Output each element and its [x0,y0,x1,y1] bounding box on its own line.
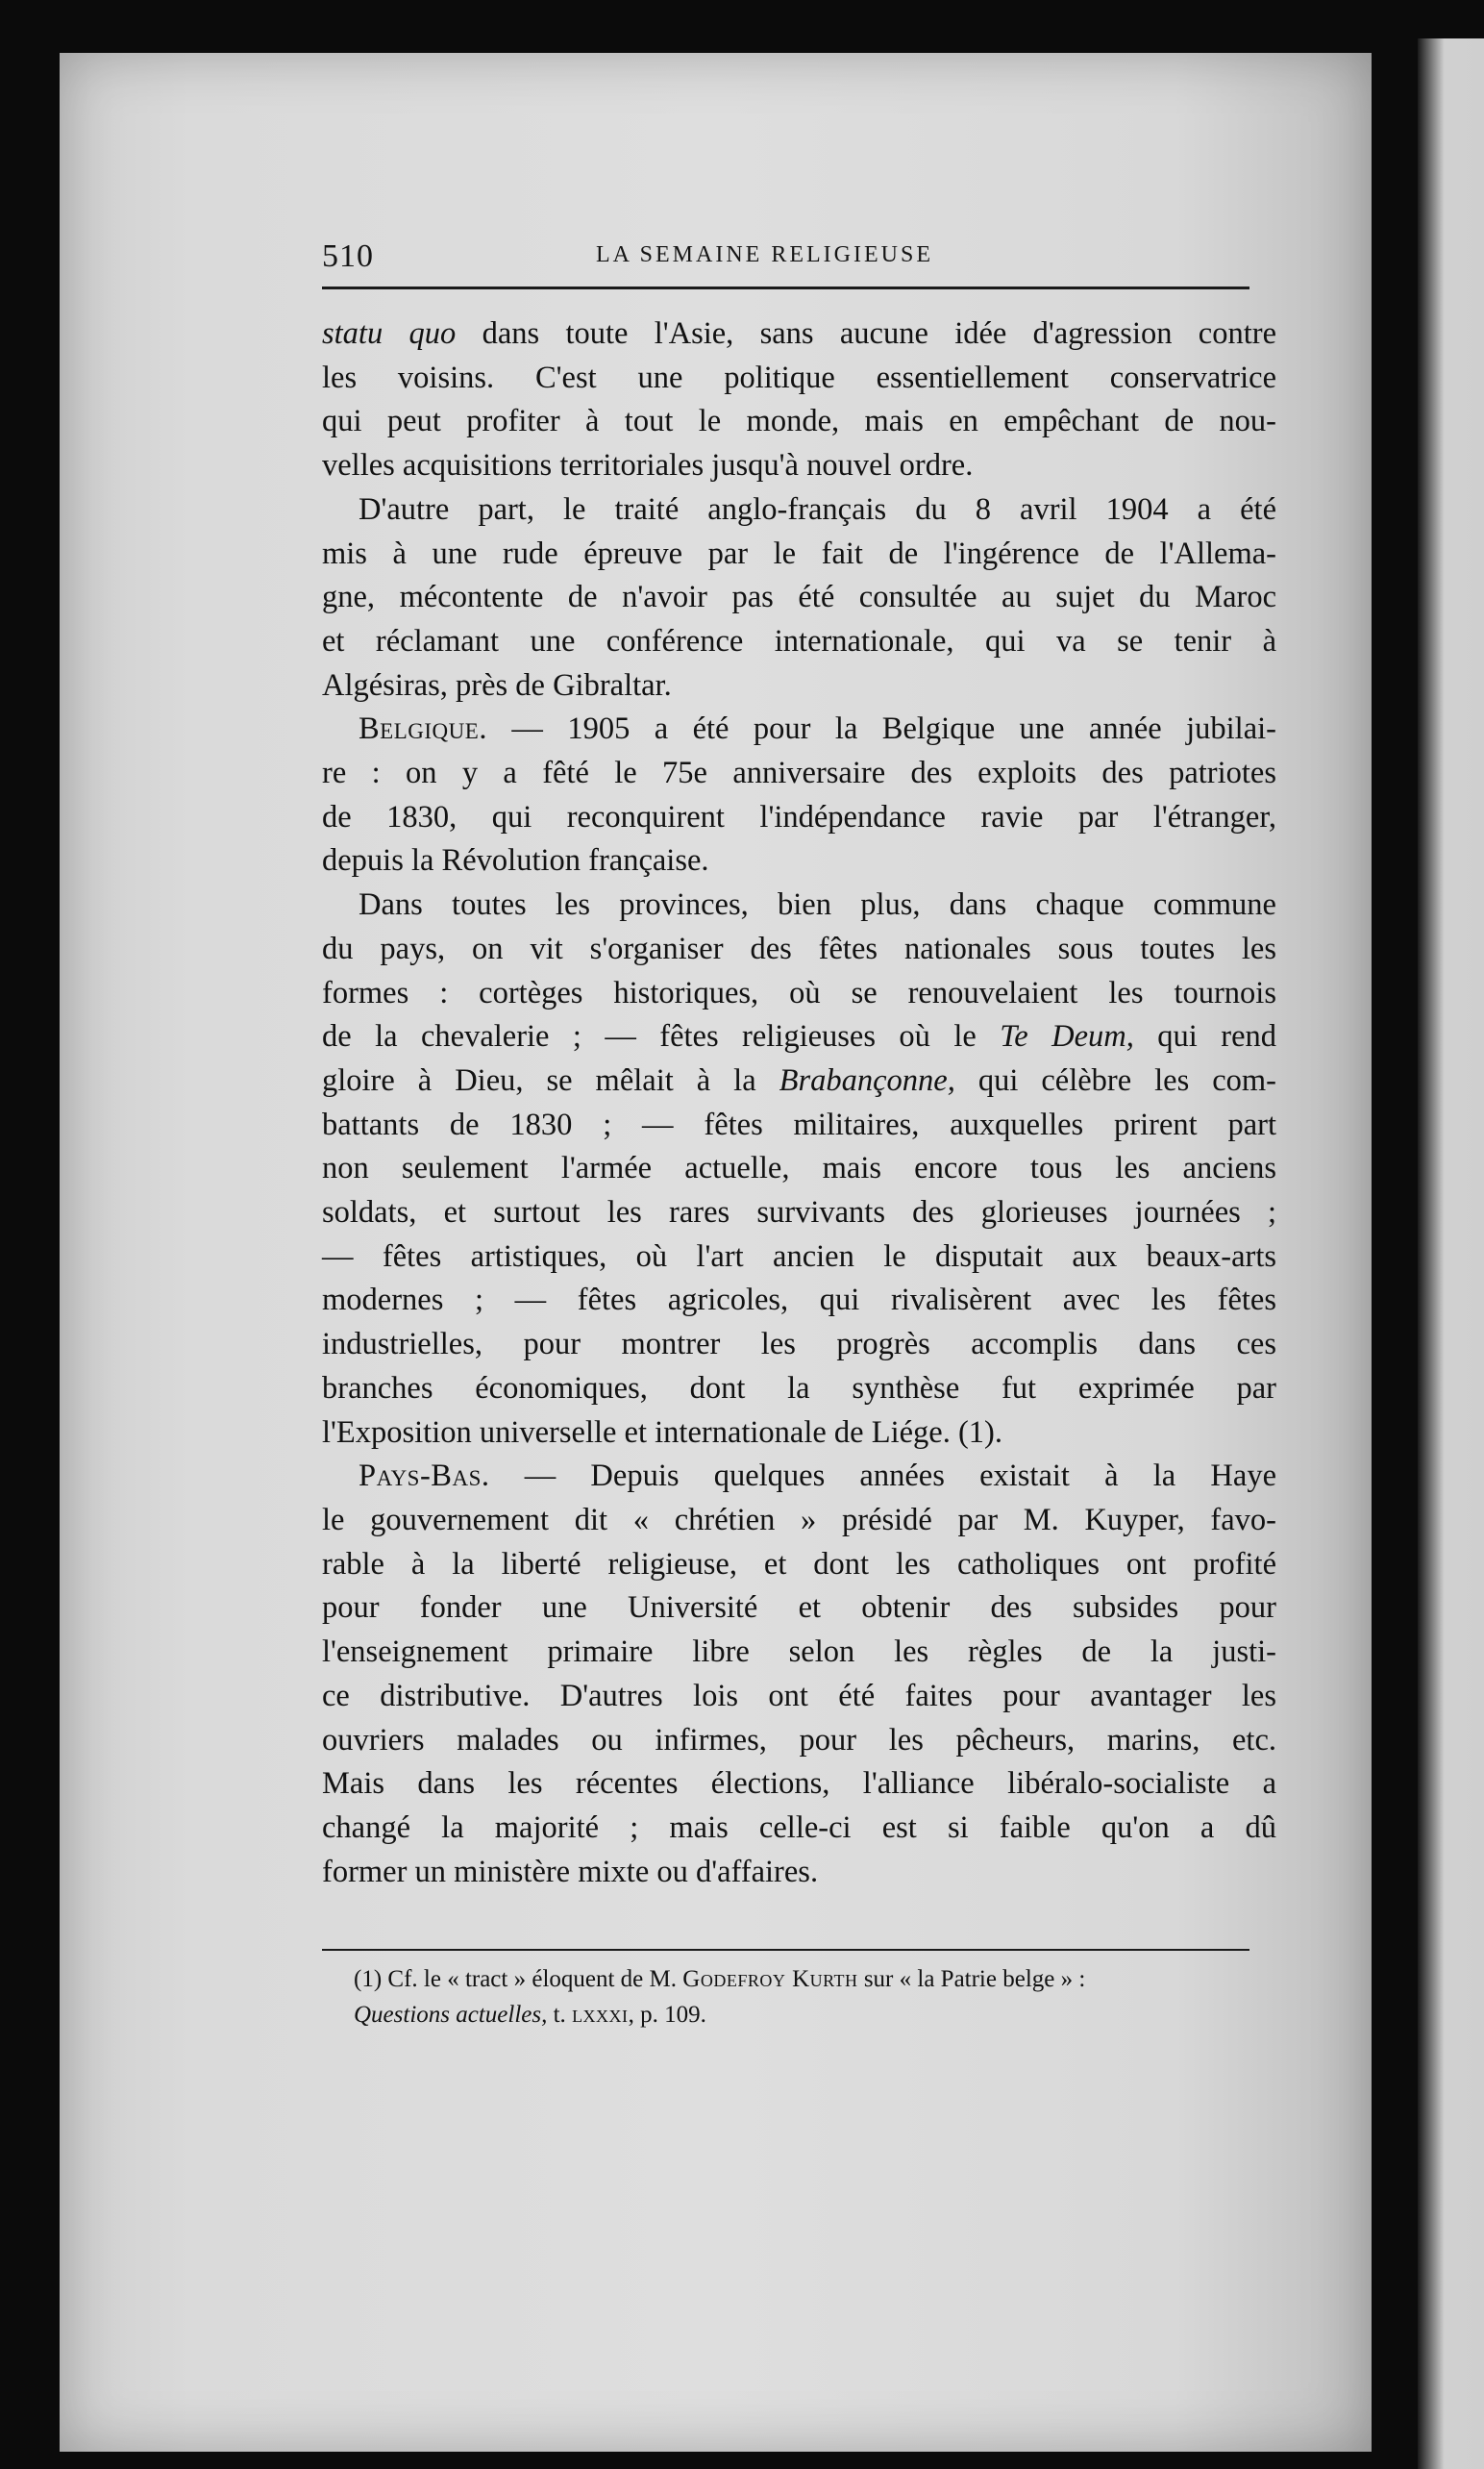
text-line: D'autre part, le traité anglo-français du 8 avril 1904 a été [359,491,1276,527]
text-span: — Depuis quelques années existait à la Haye [489,1459,1276,1494]
text-line: les voisins. C'est une politique essentiellement conservatrice [322,360,1276,395]
adjacent-page-edge [1418,38,1484,2469]
text-span: (1) Cf. le « tract » éloquent de M. [354,1966,683,1992]
footnote [354,1961,1281,2033]
text-span: sur « la Patrie belge » : [857,1966,1086,1992]
text-line: modernes ; — fêtes agricoles, qui rivalisèrent avec les fêtes [322,1283,1276,1318]
text-span: qui célèbre les com- [954,1062,1276,1098]
italic-phrase: Questions actuelles, [354,2002,548,2028]
footnote-line [354,1961,1281,1997]
author-name: Godefroy Kurth [682,1966,858,1992]
text-line: Mais dans les récentes élections, l'alliance libéralo-socialiste a [322,1766,1276,1802]
text-line: — fêtes artistiques, où l'art ancien le disputait aux beaux-arts [322,1238,1276,1274]
text-line: changé la majorité ; mais celle-ci est si faible qu'on a dû [322,1809,1276,1845]
text-line: former un ministère mixte ou d'affaires. [322,1854,819,1889]
text-span: gloire à Dieu, se mêlait à la [322,1062,779,1098]
text-line: depuis la Révolution française. [322,843,709,879]
section-heading-belgique: Belgique. [359,711,487,747]
paragraph-fetes [322,884,1276,1455]
text-line: re : on y a fêté le 75e anniversaire des exploits des patriotes [322,756,1276,791]
text-line: rable à la liberté religieuse, et dont les catholiques ont profité [322,1546,1276,1582]
running-title: LA SEMAINE RELIGIEUSE [596,242,933,267]
volume-number: lxxxi [572,2002,629,2028]
text-line: soldats, et surtout les rares survivants des glorieuses journées ; [322,1195,1276,1231]
paragraph-pays-bas [322,1455,1276,1894]
text-line [322,1455,1276,1499]
footnote-line [354,1997,1281,2033]
body-text [322,312,1276,1894]
text-line: du pays, on vit s'organiser des fêtes nationales sous toutes les [322,931,1276,966]
text-line: industrielles, pour montrer les progrès accomplis dans ces [322,1327,1276,1362]
section-heading-pays-bas: Pays-Bas. [359,1459,490,1494]
italic-phrase: Brabançonne, [779,1062,955,1098]
text-line: l'enseignement primaire libre selon les règles de la justi- [322,1634,1276,1670]
text-line [322,312,1276,357]
text-span: , p. 109. [628,2002,706,2028]
text-span: de la chevalerie ; — fêtes religieuses où le [322,1019,1001,1055]
text-span: qui rend [1133,1019,1277,1055]
text-line [322,708,1276,752]
text-line: l'Exposition universelle et internationale de Liége. (1). [322,1414,1002,1450]
italic-phrase: Te Deum, [1000,1019,1134,1055]
text-line: pour fonder une Université et obtenir des subsides pour [322,1590,1276,1626]
text-line: mis à une rude épreuve par le fait de l'ingérence de l'Allema- [322,536,1276,571]
text-line: Algésiras, près de Gibraltar. [322,667,672,703]
footnote-rule [322,1949,1249,1951]
paragraph-belgique [322,708,1276,884]
text-line: de 1830, qui reconquirent l'indépendance ravie par l'étranger, [322,799,1276,835]
text-span: — 1905 a été pour la Belgique une année jubilai- [486,711,1276,747]
text-line: ouvriers malades ou infirmes, pour les pêcheurs, marins, etc. [322,1722,1276,1758]
paragraph-2 [322,488,1276,709]
text-line: formes : cortèges historiques, où se renouvelaient les tournois [322,975,1276,1010]
italic-phrase: statu quo [322,316,457,351]
text-line: branches économiques, dont la synthèse fut exprimée par [322,1370,1276,1406]
text-span: dans toute l'Asie, sans aucune idée d'agression contre [456,316,1276,351]
text-line: non seulement l'armée actuelle, mais encore tous les anciens [322,1151,1276,1186]
text-line [322,1015,1276,1060]
text-line: le gouvernement dit « chrétien » présidé par M. Kuyper, favo- [322,1502,1276,1537]
page-number: 510 [322,238,374,274]
running-header [322,238,1249,285]
text-line: ce distributive. D'autres lois ont été faites pour avantager les [322,1678,1276,1713]
header-rule [322,287,1249,289]
text-span: t. [547,2002,573,2028]
text-line: Dans toutes les provinces, bien plus, dans chaque commune [359,887,1276,923]
text-line: battants de 1830 ; — fêtes militaires, auxquelles prirent part [322,1107,1276,1142]
text-line [322,1060,1276,1104]
paragraph-1 [322,312,1276,488]
text-line: gne, mécontente de n'avoir pas été consultée au sujet du Maroc [322,580,1276,615]
text-line: et réclamant une conférence internationale, qui va se tenir à [322,623,1276,659]
text-line: qui peut profiter à tout le monde, mais en empêchant de nou- [322,404,1276,439]
text-line: velles acquisitions territoriales jusqu'à nouvel ordre. [322,448,974,484]
